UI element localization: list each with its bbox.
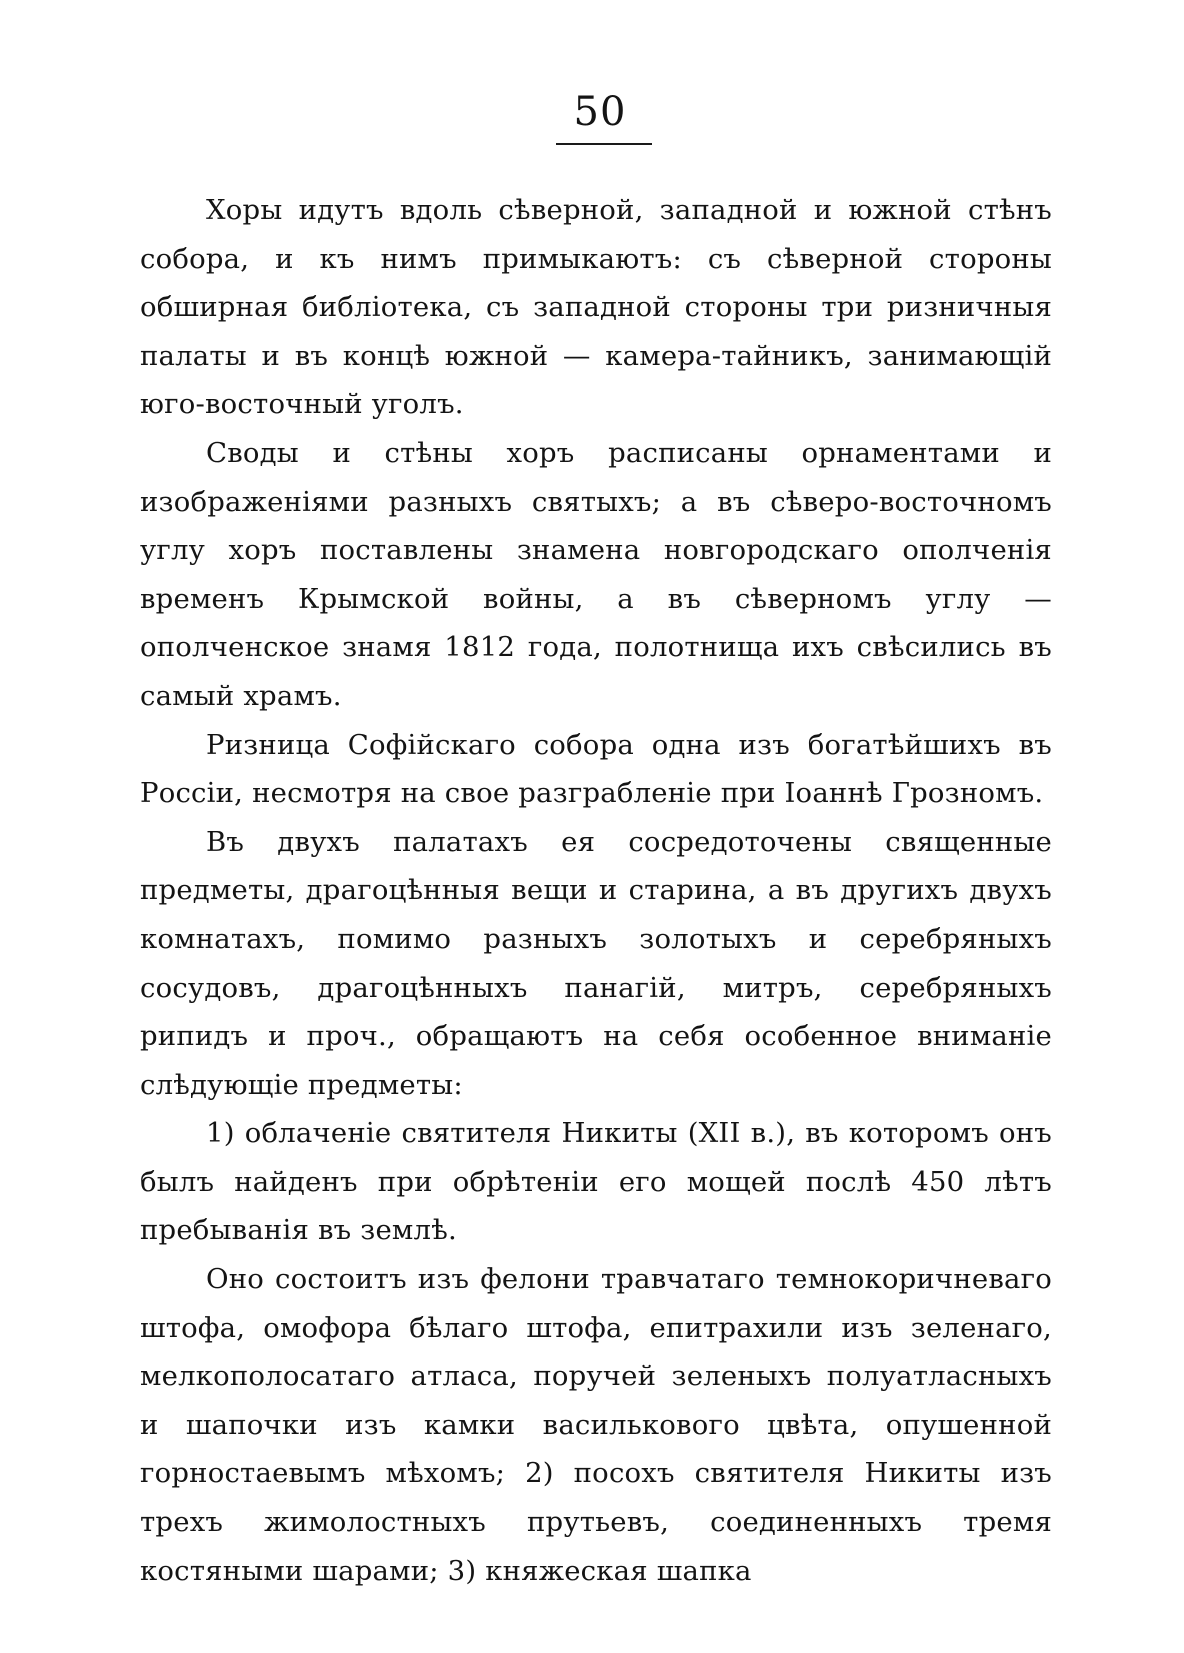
paragraph-item-1: 1) облаченіе святителя Никиты (XII в.), въ которомъ онъ былъ найденъ при обрѣтеніи его мощей послѣ 450 лѣтъ пребыванія въ землѣ. (140, 1117, 1052, 1247)
paragraph-vaults: Своды и стѣны хоръ расписаны орнаментами и изображеніями разныхъ святыхъ; а въ сѣверо-восточномъ углу хоръ поставлены знамена новгородскаго ополченія временъ Крымской войны, а въ сѣверномъ углу — ополченское знамя 1812 года, полотнища ихъ свѣсились въ самый храмъ. (140, 436, 1052, 712)
paragraph-choirs: Хоры идутъ вдоль сѣверной, западной и южной стѣнъ собора, и къ нимъ примыкаютъ: съ сѣверной стороны обширная библіотека, съ западной стороны три ризничныя палаты и въ концѣ южной — камера-тайникъ, занимающій юго-восточный уголъ. (140, 194, 1052, 421)
body-text (140, 186, 1052, 1595)
paragraph-sacristy: Ризница Софійскаго собора одна изъ богатѣйшихъ въ Россіи, несмотря на свое разграбленіе при Іоаннѣ Грозномъ. (140, 728, 1052, 810)
page-number-rule (556, 143, 652, 145)
page-number: 50 (573, 89, 627, 135)
paragraph-chambers: Въ двухъ палатахъ ея сосредоточены священные предметы, драгоцѣнныя вещи и старина, а въ другихъ двухъ комнатахъ, помимо разныхъ золотыхъ и серебряныхъ сосудовъ, драгоцѣнныхъ панагій, митръ, серебряныхъ рипидъ и проч., обращаютъ на себя особенное вниманіе слѣдующіе предметы: (140, 825, 1052, 1101)
paragraph-vestments: Оно состоитъ изъ фелони травчатаго темнокоричневаго штофа, омофора бѣлаго штофа, епитрахили изъ зеленаго, мелкополосатаго атласа, поручей зеленыхъ полуатласныхъ и шапочки изъ камки василькового цвѣта, опушенной горностаевымъ мѣхомъ; 2) посохъ святителя Никиты изъ трехъ жимолостныхъ прутьевъ, соединенныхъ тремя костяными шарами; 3) княжеская шапка (140, 1263, 1052, 1587)
